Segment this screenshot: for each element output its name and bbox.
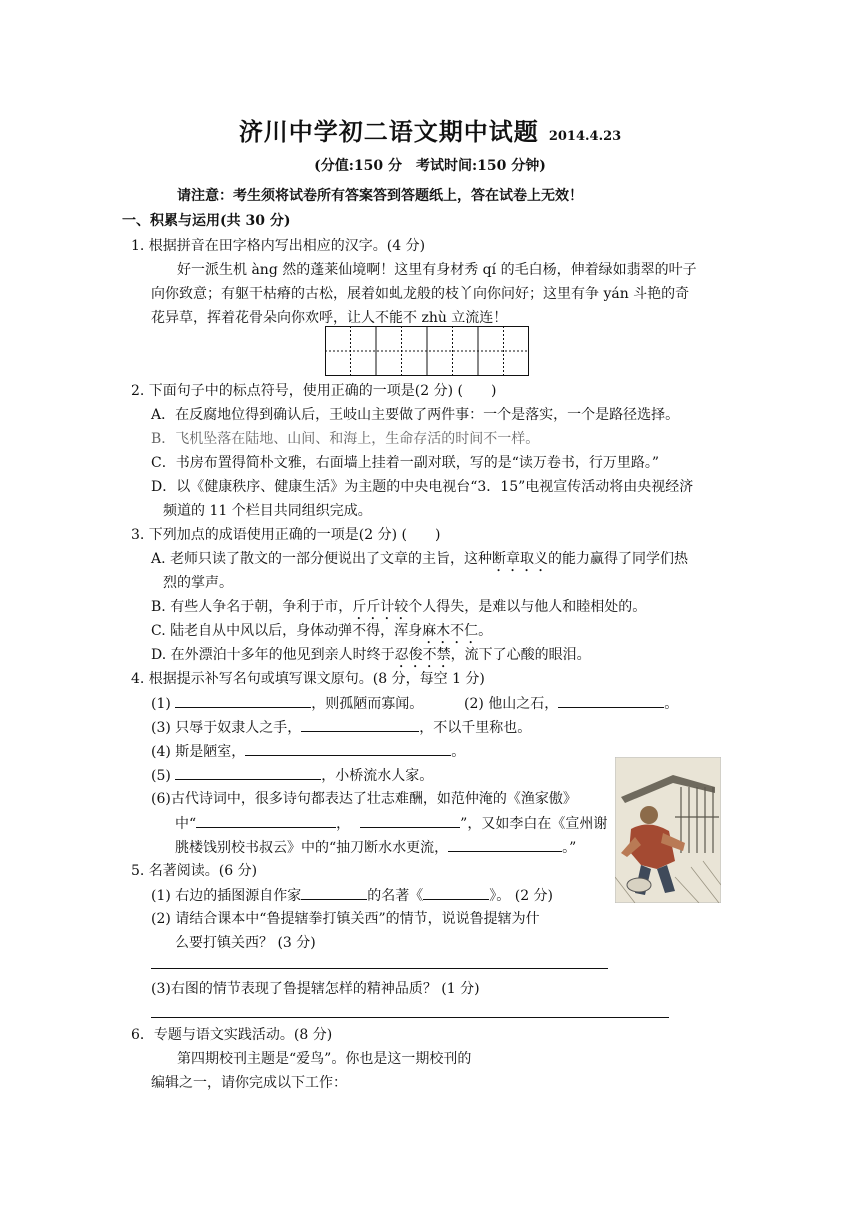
q4-item-1-text: ，则孤陋而寡闻。 (311, 696, 424, 712)
exam-title (0, 112, 860, 147)
q3-option-c (151, 621, 492, 647)
q4-item-6-text: 中“ (175, 816, 197, 832)
q1-passage-line-2: 向你致意；有躯干枯瘠的古松，展着如虬龙般的枝丫向你问好；这里有争 yán 斗艳的奇 (151, 286, 690, 302)
q4-blank-3[interactable] (301, 717, 419, 732)
q3-d-idiom: 忍俊不禁 (394, 647, 451, 663)
q5-sub-1-mid: 的名著《 (367, 888, 424, 904)
q3-stem: 3. 下列加点的成语使用正确的一项是(2 分) ( ) (131, 527, 441, 543)
q4-item-4-text: (4) 斯是陋室， (151, 744, 246, 760)
q4-item-2-end: 。 (664, 696, 679, 712)
q6-text-line-2: 编辑之一，请你完成以下工作： (151, 1075, 347, 1091)
q4-item-5-text: ，小桥流水人家。 (321, 768, 434, 784)
exam-subtitle: (分值:150 分 考试时间:150 分钟) (314, 158, 546, 174)
q1-passage-line-3: 花异草，挥着花骨朵向你欢呼，让人不能不 zhù 立流连！ (151, 310, 508, 326)
q6-stem: 6．专题与语文实践活动。(8 分) (131, 1027, 333, 1043)
q2-stem: 2. 下面句子中的标点符号，使用正确的一项是(2 分) ( ) (131, 383, 497, 399)
exam-notice: 请注意：考生须将试卷所有答案答到答题纸上，答在试卷上无效！ (177, 188, 583, 204)
q5-sub-2-line-2: 么要打镇关西？ (3 分) (175, 935, 316, 951)
q4-item-3-text: (3) 只辱于奴隶人之手， (151, 720, 302, 736)
q3-option-b (151, 597, 646, 623)
section-heading: 一、积累与运用(共 30 分) (122, 213, 291, 229)
q2-option-b: B．飞机坠落在陆地、山间、和海上，生命存活的时间不一样。 (151, 431, 540, 447)
q4-item-6-line-2 (175, 813, 607, 834)
q5-answer-line-1[interactable] (151, 968, 608, 969)
q3-a-text: A. 老师只读了散文的一部分便说出了文章的主旨，这种 (151, 551, 493, 567)
q5-stem: 5. 名著阅读。(6 分) (131, 863, 258, 879)
q4-item-1-number: (1) (151, 696, 171, 712)
q3-a-text-end: 的能力赢得了同学们热 (548, 551, 689, 567)
q4-item-4-end: 。 (451, 744, 466, 760)
q4-item-6-text-end: ”，又如李白在《宣州谢 (460, 816, 608, 832)
q4-item-6-end: 。” (562, 840, 577, 856)
q5-sub-1-end: 》。 (2 分) (489, 888, 554, 904)
q3-b-text: B. 有些人争名于朝，争利于市， (151, 599, 353, 615)
q5-sub-1-text: (1) 右边的插图源自作家 (151, 888, 302, 904)
q4-blank-8[interactable] (448, 837, 562, 852)
q5-blank-author[interactable] (301, 885, 367, 900)
q4-item-5-number: (5) (151, 768, 171, 784)
q4-blank-4[interactable] (245, 741, 451, 756)
q2-option-a: A．在反腐地位得到确认后，王岐山主要做了两件事：一个是落实，一个是路径选择。 (151, 407, 680, 423)
q2-option-d-line-2: 频道的 11 个栏目共同组织完成。 (163, 503, 372, 519)
q5-sub-2-line-1: (2) 请结合课本中“鲁提辖拳打镇关西”的情节，说说鲁提辖为什 (151, 911, 540, 927)
q4-item-6-line-1: (6)古代诗词中，很多诗句都表达了壮志难酬，如范仲淹的《渔家傲》 (151, 791, 577, 807)
q3-c-text: C. 陆老自从中风以后，身体动弹不得，浑身 (151, 623, 423, 639)
q4-item-2 (464, 693, 678, 714)
q4-stem: 4. 根据提示补写名句或填写课文原句。(8 分，每空 1 分) (131, 671, 485, 687)
q3-a-idiom: 断章取义 (492, 551, 549, 567)
q5-sub-1 (151, 885, 553, 906)
q4-item-6-line-3 (175, 837, 576, 858)
q4-blank-5[interactable] (175, 765, 321, 780)
q4-item-2-text: (2) 他山之石， (464, 696, 559, 712)
q3-b-text-end: 个人得失，是难以与他人和睦相处的。 (408, 599, 647, 615)
q4-item-5 (151, 765, 433, 786)
q3-option-d (151, 645, 591, 671)
q4-blank-1[interactable] (175, 693, 311, 708)
q4-blank-2[interactable] (558, 693, 664, 708)
q3-option-a (151, 549, 688, 575)
q5-sub-3: (3)右图的情节表现了鲁提辖怎样的精神品质？ (1 分) (151, 981, 480, 997)
q4-item-6-text-2: 朓楼饯别校书叔云》中的“抽刀断水水更流， (175, 840, 449, 856)
q3-option-a-line-2: 烈的掌声。 (163, 575, 233, 591)
q3-b-idiom: 斤斤计较 (352, 599, 409, 615)
q4-blank-6[interactable] (196, 813, 336, 828)
q4-item-1 (151, 693, 423, 714)
q4-item-6-comma: ， (336, 816, 351, 832)
title-text: 济川中学初二语文期中试题 (238, 117, 539, 146)
q6-text-line-1: 第四期校刊主题是“爱鸟”。你也是这一期校刊的 (177, 1051, 472, 1067)
exam-date: 2014.4.23 (548, 129, 622, 144)
q4-item-3-end: ，不以千里称也。 (419, 720, 532, 736)
q5-answer-line-2[interactable] (151, 1017, 669, 1018)
water-margin-illustration (615, 757, 721, 903)
q3-c-idiom: 麻木不仁 (422, 623, 479, 639)
q3-c-text-end: 。 (478, 623, 493, 639)
q4-item-4 (151, 741, 465, 762)
q1-stem: 1. 根据拼音在田字格内写出相应的汉字。(4 分) (131, 238, 426, 254)
q3-d-text: D. 在外漂泊十多年的他见到亲人时终于 (151, 647, 395, 663)
tianzige-grid[interactable] (325, 326, 529, 376)
q2-option-d-line-1: D．以《健康秩序、健康生活》为主题的中央电视台“3．15”电视宣传活动将由央视经济 (151, 479, 694, 495)
q4-item-3 (151, 717, 531, 738)
q5-blank-book[interactable] (423, 885, 489, 900)
q3-d-text-end: ，流下了心酸的眼泪。 (450, 647, 591, 663)
q4-blank-7[interactable] (360, 813, 460, 828)
q2-option-c: C．书房布置得简朴文雅，右面墙上挂着一副对联，写的是“读万卷书，行万里路。” (151, 455, 660, 471)
q1-passage-line-1: 好一派生机 àng 然的蓬莱仙境啊！这里有身材秀 qí 的毛白杨，伸着绿如翡翠的叶子 (177, 262, 697, 278)
